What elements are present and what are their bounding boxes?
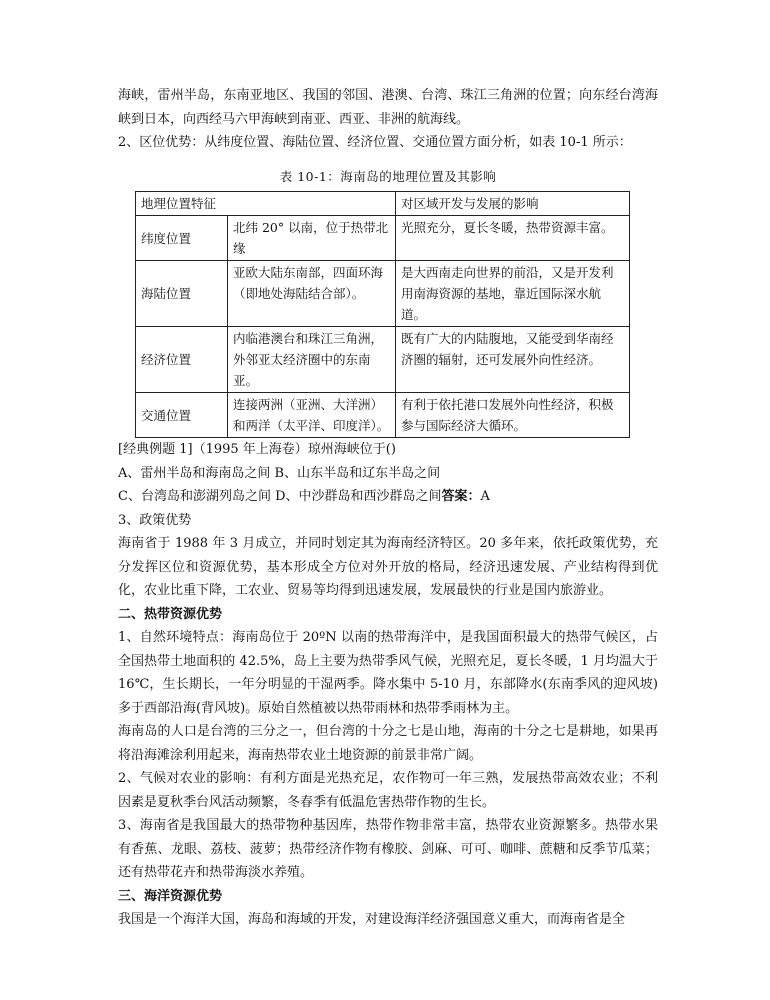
paragraph-location-intro: 海峡，雷州半岛，东南亚地区、我国的邻国、港澳、台湾、珠江三角洲的位置；向东经台湾海峡到日本，向西经马六甲海峡到南亚、西亚、非洲的航海线。	[118, 88, 658, 127]
paragraph-policy: 海南省于 1988 年 3 月成立，并同时划定其为海南经济特区。20 多年来，依托政策优势，充分发挥区位和资源优势，基本形成全方位对外开放的格局，经济迅速发展、产业结构得到优化，农业比重下降，工农业、贸易等均得到迅速发展，发展最快的行业是国内旅游业。	[118, 536, 658, 598]
table-header-cell: 地理位置特征	[136, 192, 396, 216]
paragraph-tropical-1: 1、自然环境特点：海南岛位于 20ºN 以南的热带海洋中，是我国面积最大的热带气候区，占全国热带土地面积的 42.5%，岛上主要为热带季风气候，光照充足，夏长冬暖，1 月均温大于 16℃，生长期长，一年分明显的干湿两季。降水集中 5-10 月，东部降水(东南季风的迎风坡)多于西部沿海(背风坡)。原始自然植被以热带雨林和热带季雨林为主。	[118, 630, 658, 716]
table-cell-impact: 既有广大的内陆腹地，又能受到华南经济圈的辐射，还可发展外向性经济。	[396, 327, 630, 393]
table-cell-feature: 经济位置	[136, 327, 228, 393]
table-cell-impact: 是大西南走向世界的前沿，又是开发利用南海资源的基地，靠近国际深水航道。	[396, 261, 630, 327]
table-caption: 表 10-1：海南岛的地理位置及其影响	[279, 168, 497, 184]
table-row	[136, 393, 630, 438]
table-cell-feature: 海陆位置	[136, 261, 228, 327]
table-cell-feature: 交通位置	[136, 393, 228, 438]
section-heading-ocean: 三、海洋资源优势	[118, 888, 223, 904]
table-row	[136, 261, 630, 327]
answer-label: 答案：	[441, 489, 481, 504]
answer-value: A	[480, 489, 490, 504]
table-row	[136, 327, 630, 393]
table-cell-description: 北纬 20° 以南，位于热带北缘	[228, 216, 396, 261]
table-cell-impact: 光照充分，夏长冬暖，热带资源丰富。	[396, 216, 630, 261]
table-cell-description: 亚欧大陆东南部，四面环海（即地处海陆结合部）。	[228, 261, 396, 327]
paragraph-tropical-4: 3、海南省是我国最大的热带物种基因库，热带作物非常丰富，热带农业资源繁多。热带水果有香蕉、龙眼、荔枝、菠萝；热带经济作物有橡胶、剑麻、可可、咖啡、蔗糖和反季节瓜菜；还有热带花卉和热带海淡水养殖。	[118, 818, 658, 880]
paragraph-tropical-3: 2、气候对农业的影响：有利方面是光热充足，农作物可一年三熟，发展热带高效农业；不利因素是夏秋季台风活动频繁，冬春季有低温危害热带作物的生长。	[118, 771, 658, 810]
table-cell-description: 内临港澳台和珠江三角洲，外邻亚太经济圈中的东南亚。	[228, 327, 396, 393]
document-body	[118, 84, 658, 932]
table-header-row	[136, 192, 630, 216]
table-cell-impact: 有利于依托港口发展外向性经济，积极参与国际经济大循环。	[396, 393, 630, 438]
example-question	[118, 438, 658, 462]
example-options-cd-text: C、台湾岛和澎湖列岛之间 D、中沙群岛和西沙群岛之间	[118, 489, 442, 504]
example-label: [经典例题 1]	[118, 442, 193, 457]
table-header-cell: 对区域开发与发展的影响	[396, 192, 630, 216]
section-heading-tropical: 二、热带资源优势	[118, 606, 223, 622]
example-options-ab: A、雷州半岛和海南岛之间 B、山东半岛和辽东半岛之间	[118, 465, 441, 481]
paragraph-tropical-2: 海南岛的人口是台湾的三分之一，但台湾的十分之七是山地，海南的十分之七是耕地，如果再将沿海滩涂利用起来，海南热带农业土地资源的前景非常广阔。	[118, 724, 658, 763]
table-cell-description: 连接两洲（亚洲、大洋洲）和两洋（太平洋、印度洋）。	[228, 393, 396, 438]
geo-location-table	[135, 191, 630, 438]
subheading-policy: 3、政策优势	[118, 512, 192, 528]
table-row	[136, 216, 630, 261]
paragraph-advantage-2: 2、区位优势：从纬度位置、海陆位置、经济位置、交通位置方面分析，如表 10-1 所示：	[118, 135, 632, 150]
example-options-cd	[118, 485, 658, 509]
paragraph-ocean: 我国是一个海洋大国，海岛和海域的开发，对建设海洋经济强国意义重大，而海南省是全	[118, 912, 626, 927]
table-cell-feature: 纬度位置	[136, 216, 228, 261]
example-question-text: （1995 年上海卷）琼州海峡位于()	[192, 442, 396, 457]
